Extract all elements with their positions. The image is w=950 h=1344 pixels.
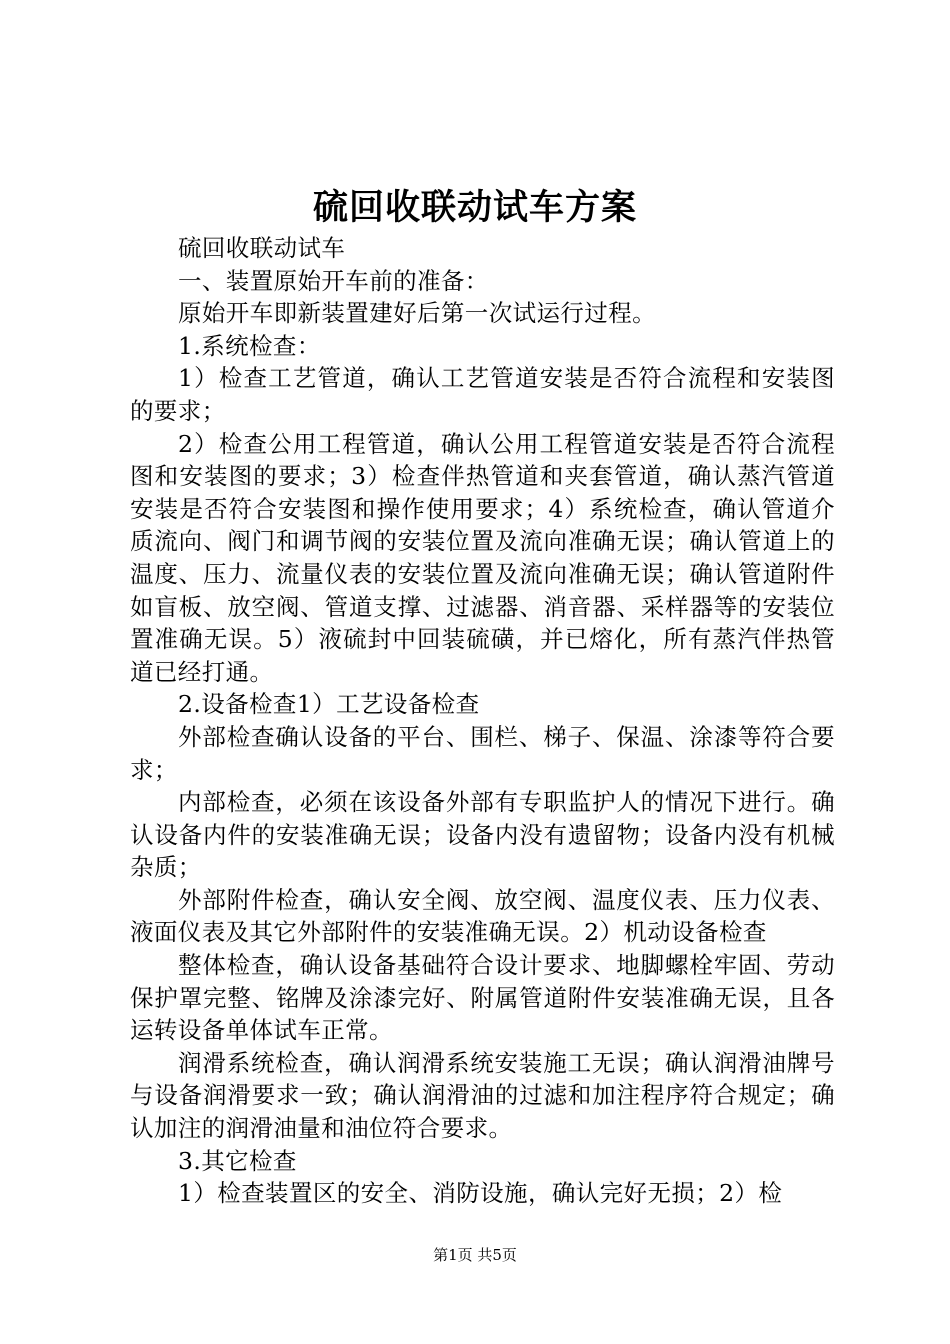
paragraph: 一、装置原始开车前的准备： <box>178 266 489 295</box>
paragraph: 1）检查工艺管道，确认工艺管道安装是否符合流程和安装图的要求； <box>130 364 835 425</box>
paragraph: 整体检查，确认设备基础符合设计要求、地脚螺栓牢固、劳动保护罩完整、铭牌及涂漆完好、附属管道附件安装准确无误，且各运转设备单体试车正常。 <box>130 951 835 1045</box>
paragraph: 原始开车即新装置建好后第一次试运行过程。 <box>178 299 656 328</box>
paragraph: 外部附件检查，确认安全阀、放空阀、温度仪表、压力仪表、液面仪表及其它外部附件的安装准确无误。2）机动设备检查 <box>130 885 835 947</box>
paragraph: 1）检查装置区的安全、消防设施，确认完好无损；2）检 <box>178 1179 783 1208</box>
paragraph: 1.系统检查： <box>178 331 321 360</box>
document-body <box>130 232 835 1210</box>
paragraph: 硫回收联动试车 <box>178 234 346 262</box>
page-footer: 第1页 共5页 <box>433 1246 517 1264</box>
document-title: 硫回收联动试车方案 <box>312 187 637 228</box>
paragraph: 2）检查公用工程管道，确认公用工程管道安装是否符合流程图和安装图的要求；3）检查伴热管道和夹套管道，确认蒸汽管道安装是否符合安装图和操作使用要求；4）系统检查，确认管道介质流向、阀门和调节阀的安装位置及流向准确无误；确认管道上的温度、压力、流量仪表的安装位置及流向准确无误；确认管道附件如盲板、放空阀、管道支撑、过滤器、消音器、采样器等的安装位置准确无误。5）液硫封中回装硫磺，并已熔化，所有蒸汽伴热管道已经打通。 <box>130 429 835 686</box>
paragraph: 润滑系统检查，确认润滑系统安装施工无误；确认润滑油牌号与设备润滑要求一致；确认润滑油的过滤和加注程序符合规定；确认加注的润滑油量和油位符合要求。 <box>130 1048 835 1143</box>
paragraph: 2.设备检查1）工艺设备检查 <box>178 690 480 719</box>
paragraph: 内部检查，必须在该设备外部有专职监护人的情况下进行。确认设备内件的安装准确无误；设备内没有遗留物；设备内没有机械杂质； <box>130 788 835 882</box>
paragraph: 外部检查确认设备的平台、围栏、梯子、保温、涂漆等符合要求； <box>130 722 835 784</box>
paragraph: 3.其它检查 <box>178 1146 297 1175</box>
